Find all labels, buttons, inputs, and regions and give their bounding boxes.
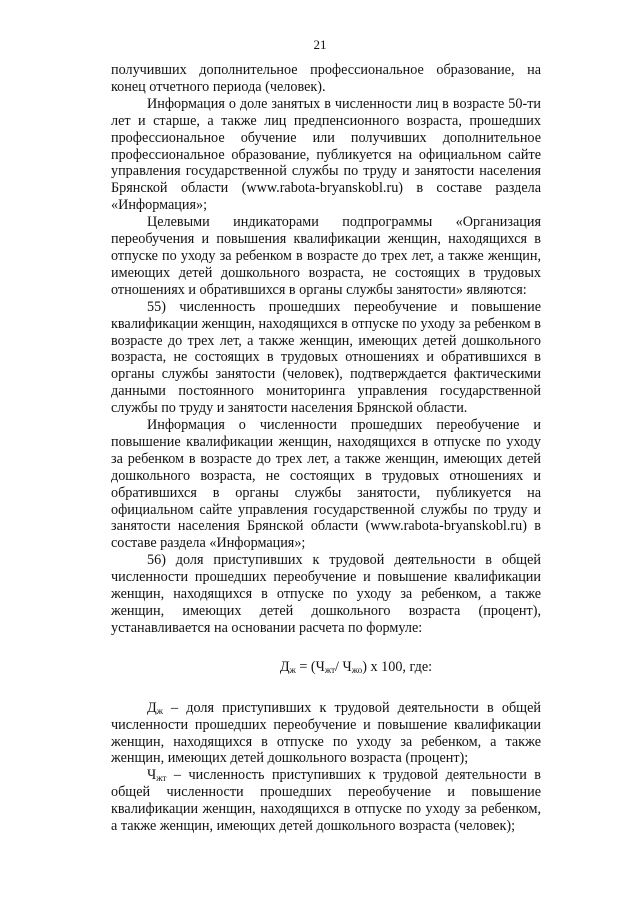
definition-symbol: Д (147, 699, 157, 716)
document-body (111, 62, 541, 835)
formula-slash: / Ч (335, 658, 352, 675)
formula-lhs: Д (279, 658, 290, 675)
formula-lhs-subscript: ж (289, 664, 296, 675)
paragraph-info-older-workers: Информация о доле занятых в численности лиц в возрасте 50-ти лет и старше, а также лиц предпенсионного возраста, прошедших профессиональное обучение или получивших дополнительное профессиональное образование, публикуется на официальном сайте управления государственной службы по труду и занятости населения Брянской области (www.rabota-bryanskobl.ru) в составе раздела «Информация»; (111, 95, 541, 214)
paragraph-target-indicators: Целевыми индикаторами подпрограммы «Организация переобучения и повышения квалификации женщин, находящихся в отпуске по уходу за ребенком в возрасте до трех лет, а также женщин, имеющих детей дошкольного возраста, не состоящих в трудовых отношениях и обратившихся в органы службы занятости» являются: (111, 214, 541, 298)
definition-symbol-subscript: жт (156, 773, 167, 784)
formula (111, 659, 541, 676)
definition-symbol-subscript: ж (156, 705, 163, 716)
definition-count (111, 767, 541, 835)
definition-symbol: Ч (147, 767, 157, 784)
formula-eq-open: = (Ч (295, 658, 325, 675)
paragraph-continuation: получивших дополнительное профессиональное образование, на конец отчетного периода (человек). (111, 62, 541, 95)
formula-tail: ) х 100, где: (362, 658, 433, 675)
definition-share (111, 700, 541, 768)
page-number: 21 (313, 37, 327, 52)
paragraph-info-women-retraining: Информация о численности прошедших переобучение и повышение квалификации женщин, находящихся в отпуске по уходу за ребенком в возрасте до трех лет, а также женщин, имеющих детей дошкольного возраста, не состоящих в трудовых отношениях и обратившихся в органы службы занятости, публикуется на официальном сайте управления государственной службы по труду и занятости населения Брянской области (www.rabota-bryanskobl.ru) в составе раздела «Информация»; (111, 417, 541, 552)
formula-denominator-subscript: жо (351, 664, 363, 675)
definition-text: – численность приступивших к трудовой деятельности в общей численности прошедших переобучение и повышение квалификации женщин, находящихся в отпуске по уходу за ребенком, а также женщин, имеющих детей дошкольного возраста (человек); (111, 767, 541, 835)
paragraph-item-55: 55) численность прошедших переобучение и повышение квалификации женщин, находящихся в отпуске по уходу за ребенком в возрасте до трех лет, а также женщин, имеющих детей дошкольного возраста, не состоящих в трудовых отношениях и обратившихся в органы службы занятости (человек), подтверждается фактическими данными постоянного мониторинга управления государственной службы по труду и занятости населения Брянской области. (111, 298, 541, 417)
definition-text: – доля приступивших к трудовой деятельности в общей численности прошедших переобучение и повышение квалификации женщин, находящихся в отпуске по уходу за ребенком, а также женщин, имеющих детей дошкольного возраста (процент); (111, 699, 541, 767)
formula-numerator-subscript: жт (324, 664, 336, 675)
paragraph-item-56: 56) доля приступивших к трудовой деятельности в общей численности прошедших переобучение и повышение квалификации женщин, находящихся в отпуске по уходу за ребенком, а также женщин, имеющих детей дошкольного возраста (процент), устанавливается на основании расчета по формуле: (111, 552, 541, 636)
